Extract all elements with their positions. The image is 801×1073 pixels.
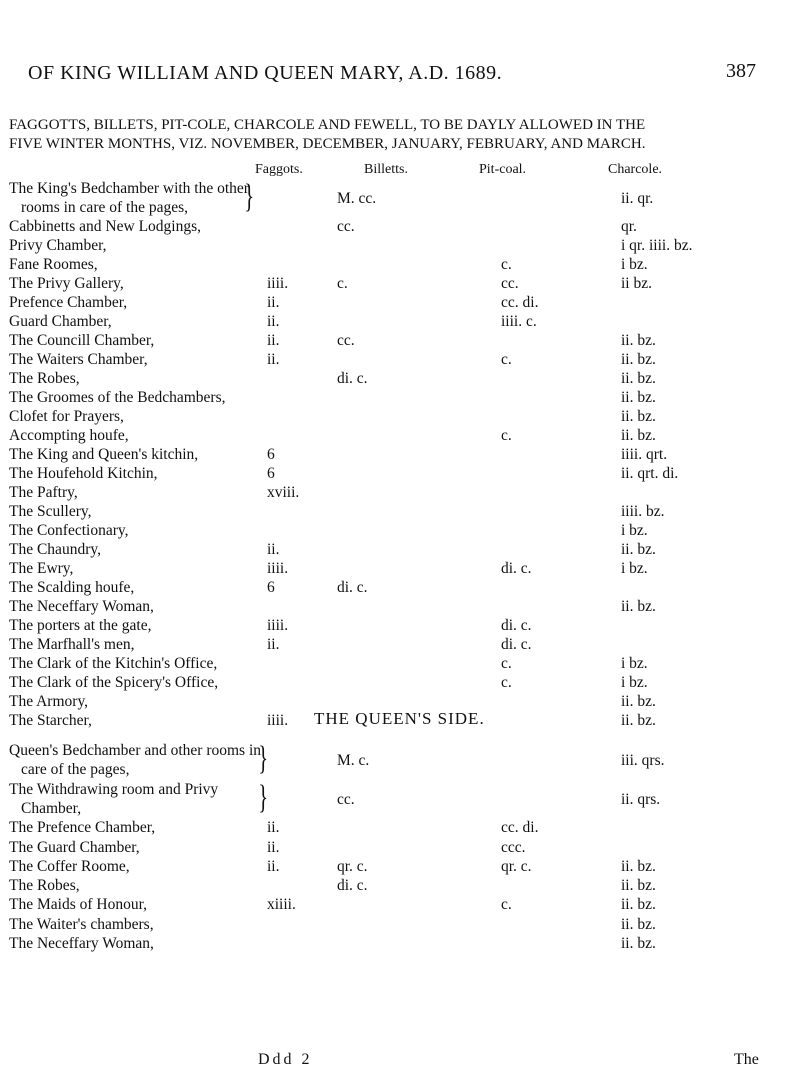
table-row (9, 484, 799, 503)
cell-pitcoal: c. (501, 896, 512, 914)
cell-charcole: ii. bz. (621, 896, 656, 914)
cell-faggots: ii. (267, 819, 280, 837)
table-row (9, 916, 799, 935)
table-row (9, 313, 799, 332)
cell-charcole: i bz. (621, 256, 648, 273)
cell-charcole: i qr. iiii. bz. (621, 237, 693, 254)
row-label: Fane Roomes, (9, 256, 98, 273)
table-row (9, 839, 799, 858)
row-label: Guard Chamber, (9, 313, 112, 330)
cell-pitcoal: ccc. (501, 838, 526, 856)
cell-pitcoal: cc. di. (501, 294, 539, 311)
table-row (9, 858, 799, 877)
table-row (9, 294, 799, 313)
cell-billetts: di. c. (337, 579, 368, 596)
table-row (9, 655, 799, 674)
cell-charcole: i bz. (621, 674, 648, 691)
cell-pitcoal: c. (501, 427, 512, 444)
page-number: 387 (726, 60, 756, 82)
cell-faggots: ii. (267, 332, 280, 349)
row-label: The Prefence Chamber, (9, 819, 156, 837)
table-row (9, 598, 799, 617)
table-row (9, 218, 799, 237)
row-label: Accompting houfe, (9, 427, 129, 444)
cell-charcole: qr. (621, 218, 637, 235)
table-row (9, 778, 799, 820)
cell-billetts: di. c. (337, 877, 368, 895)
cell-charcole: ii. bz. (621, 915, 656, 933)
row-label: The Neceffary Woman, (9, 598, 154, 615)
cell-pitcoal: c. (501, 256, 512, 273)
cell-charcole: ii. bz. (621, 389, 656, 406)
cell-charcole: ii. bz. (621, 693, 656, 710)
cell-charcole: ii. bz. (621, 857, 656, 875)
table-row (9, 256, 799, 275)
cell-faggots: ii. (267, 838, 280, 856)
table-row (9, 408, 799, 427)
cell-faggots: ii. (267, 351, 280, 368)
table-row (9, 541, 799, 560)
cell-faggots: xviii. (267, 484, 300, 501)
cell-charcole: i bz. (621, 560, 648, 577)
row-label-continuation: rooms in care of the pages, (21, 199, 188, 216)
cell-charcole: ii. qrt. di. (621, 465, 679, 482)
cell-charcole: ii. bz. (621, 935, 656, 952)
cell-charcole: iiii. qrt. (621, 446, 668, 463)
cell-billetts: qr. c. (337, 857, 368, 875)
table-row (9, 351, 799, 370)
row-label: Privy Chamber, (9, 237, 107, 254)
table-row (9, 180, 799, 218)
row-label: The Privy Gallery, (9, 275, 124, 292)
cell-charcole: ii. bz. (621, 332, 656, 349)
row-label: The Armory, (9, 693, 89, 710)
table-row (9, 935, 799, 954)
cell-faggots: ii. (267, 294, 280, 311)
row-label-continuation: care of the pages, (21, 761, 130, 779)
cell-charcole: ii. bz. (621, 408, 656, 425)
cell-faggots: 6 (267, 579, 275, 596)
cell-charcole: ii. qr. (621, 190, 654, 207)
cell-pitcoal: cc. di. (501, 819, 539, 837)
catchword: The (734, 1051, 759, 1068)
cell-charcole: ii bz. (621, 275, 652, 292)
cell-pitcoal: qr. c. (501, 857, 532, 875)
row-label: The Starcher, (9, 712, 92, 729)
table-row (9, 819, 799, 838)
column-header-pitcoal: Pit-coal. (479, 162, 527, 177)
cell-billetts: M. c. (337, 752, 370, 769)
table-row (9, 742, 799, 781)
row-label: The King and Queen's kitchin, (9, 446, 199, 463)
table-row (9, 674, 799, 693)
cell-charcole: iiii. bz. (621, 503, 665, 520)
brace-glyph: } (258, 778, 269, 816)
row-label: Queen's Bedchamber and other rooms in (9, 742, 262, 759)
cell-billetts: c. (337, 275, 348, 292)
row-label: Clofet for Prayers, (9, 408, 124, 425)
cell-pitcoal: di. c. (501, 636, 532, 653)
cell-faggots: xiiii. (267, 896, 296, 914)
row-label: Prefence Chamber, (9, 294, 128, 311)
running-header: OF KING WILLIAM AND QUEEN MARY, A.D. 1689. (28, 62, 503, 84)
cell-billetts: cc. (337, 332, 355, 349)
brace-glyph: } (244, 178, 255, 215)
table-row (9, 579, 799, 598)
cell-charcole: ii. bz. (621, 351, 656, 368)
cell-pitcoal: c. (501, 655, 512, 672)
row-label: The Marfhall's men, (9, 636, 135, 653)
cell-charcole: ii. bz. (621, 712, 656, 729)
cell-billetts: cc. (337, 218, 355, 235)
table-row (9, 275, 799, 294)
cell-billetts: M. cc. (337, 190, 377, 207)
column-header-billetts: Billetts. (364, 162, 408, 177)
cell-charcole: ii. bz. (621, 370, 656, 387)
cell-charcole: ii. qrs. (621, 790, 661, 808)
table-row (9, 503, 799, 522)
cell-charcole: ii. bz. (621, 877, 656, 895)
cell-faggots: iiii. (267, 275, 289, 292)
cell-charcole: ii. bz. (621, 598, 656, 615)
row-label: The Waiters Chamber, (9, 351, 148, 368)
cell-faggots: iiii. (267, 712, 289, 729)
row-label: The Scalding houfe, (9, 579, 135, 596)
table-row (9, 427, 799, 446)
table-row (9, 617, 799, 636)
cell-charcole: ii. bz. (621, 541, 656, 558)
row-label: The Coffer Roome, (9, 857, 130, 875)
cell-billetts: di. c. (337, 370, 368, 387)
table-row (9, 370, 799, 389)
row-label: The Robes, (9, 877, 80, 895)
column-header-charcole: Charcole. (608, 162, 663, 177)
cell-faggots: ii. (267, 636, 280, 653)
cell-charcole: ii. bz. (621, 427, 656, 444)
row-label: The Chaundry, (9, 541, 101, 558)
row-label: The Withdrawing room and Privy (9, 780, 219, 798)
cell-faggots: ii. (267, 313, 280, 330)
row-label: The Scullery, (9, 503, 92, 520)
row-label-continuation: Chamber, (21, 799, 82, 817)
cell-pitcoal: di. c. (501, 617, 532, 634)
table-row (9, 877, 799, 896)
column-header-faggots: Faggots. (255, 162, 303, 177)
table-row (9, 560, 799, 579)
table-row (9, 522, 799, 541)
cell-charcole: i bz. (621, 655, 648, 672)
row-label: The Ewry, (9, 560, 74, 577)
cell-charcole: i bz. (621, 522, 648, 539)
row-label: The Houfehold Kitchin, (9, 465, 158, 482)
row-label: The Waiter's chambers, (9, 915, 154, 933)
brace-glyph: } (258, 740, 269, 777)
row-label: The Groomes of the Bedchambers, (9, 389, 226, 406)
table-title-line2: FIVE WINTER MONTHS, VIZ. NOVEMBER, DECEMBER, JANUARY, FEBRUARY, AND MARCH. (9, 136, 646, 152)
cell-pitcoal: c. (501, 351, 512, 368)
cell-pitcoal: c. (501, 674, 512, 691)
row-label: The Councill Chamber, (9, 332, 155, 349)
row-label: Cabbinetts and New Lodgings, (9, 218, 202, 235)
cell-faggots: 6 (267, 446, 275, 463)
row-label: The Clark of the Spicery's Office, (9, 674, 219, 691)
table-row (9, 332, 799, 351)
cell-faggots: iiii. (267, 560, 289, 577)
table-row (9, 465, 799, 484)
cell-faggots: ii. (267, 857, 280, 875)
cell-pitcoal: di. c. (501, 560, 532, 577)
row-label: The Neceffary Woman, (9, 935, 154, 952)
cell-charcole: iii. qrs. (621, 752, 665, 769)
row-label: The Confectionary, (9, 522, 129, 539)
cell-faggots: iiii. (267, 617, 289, 634)
table-row (9, 896, 799, 915)
row-label: The King's Bedchamber with the other (9, 180, 249, 197)
cell-pitcoal: cc. (501, 275, 519, 292)
table-row (9, 389, 799, 408)
section-title-queens-side: THE QUEEN'S SIDE. (314, 709, 485, 728)
cell-faggots: ii. (267, 541, 280, 558)
row-label: The Guard Chamber, (9, 838, 140, 856)
row-label: The Clark of the Kitchin's Office, (9, 655, 218, 672)
cell-pitcoal: iiii. c. (501, 313, 537, 330)
table-row (9, 446, 799, 465)
row-label: The Paftry, (9, 484, 78, 501)
cell-faggots: 6 (267, 465, 275, 482)
table-title-line1: FAGGOTTS, BILLETS, PIT-COLE, CHARCOLE AND FEWELL, TO BE DAYLY ALLOWED IN THE (9, 117, 646, 133)
row-label: The Maids of Honour, (9, 896, 147, 914)
cell-billetts: cc. (337, 790, 355, 808)
table-row (9, 237, 799, 256)
row-label: The Robes, (9, 370, 80, 387)
row-label: The porters at the gate, (9, 617, 152, 634)
signature-mark: Ddd 2 (258, 1051, 313, 1068)
table-row (9, 636, 799, 655)
